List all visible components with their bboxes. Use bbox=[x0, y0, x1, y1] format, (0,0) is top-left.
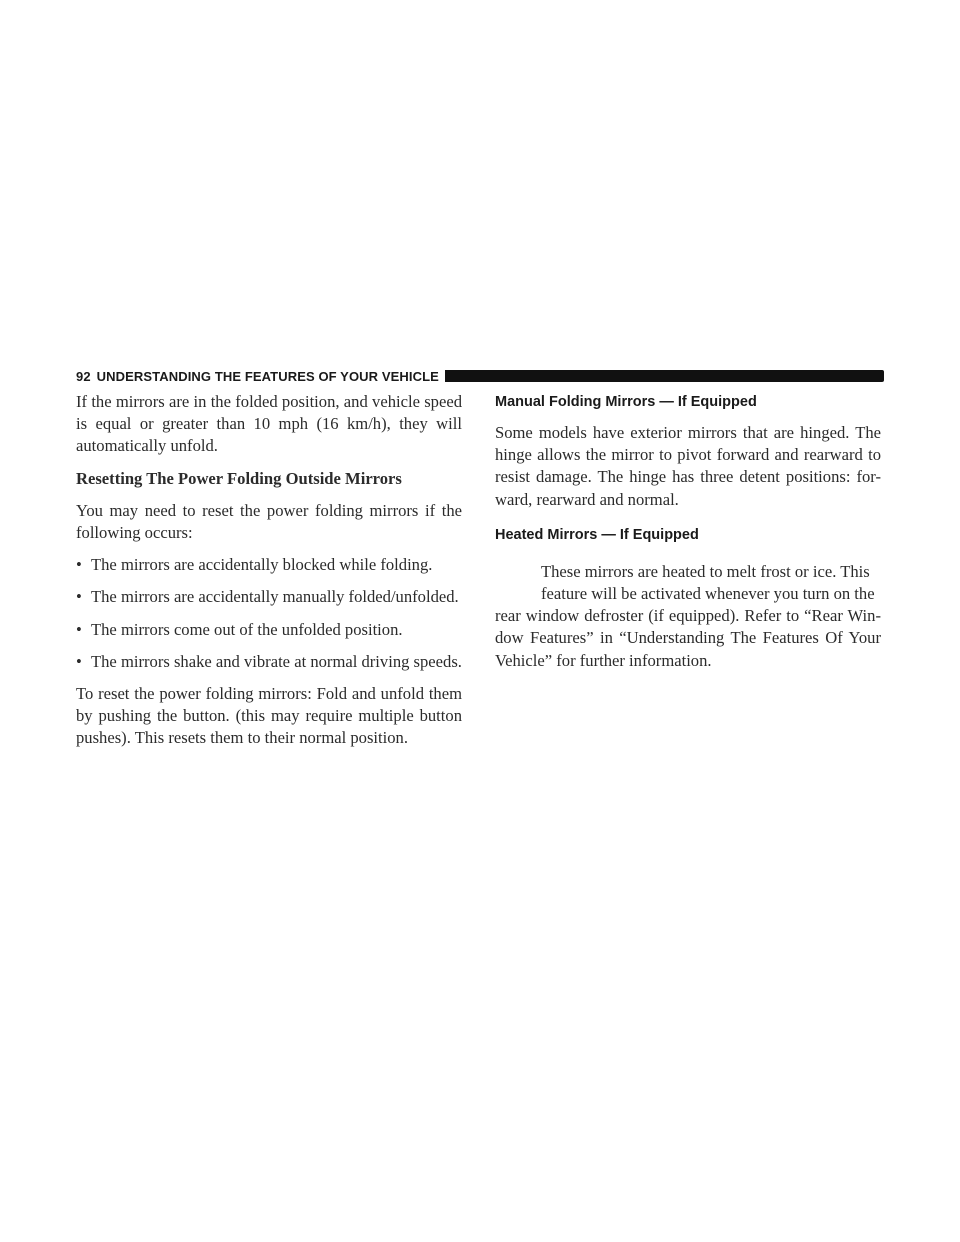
bullet-icon: • bbox=[76, 619, 82, 639]
resetting-subheading: Resetting The Power Folding Outside Mirrors bbox=[76, 468, 402, 488]
intro-paragraph: If the mirrors are in the folded position, and vehicle speed is equal or greater than 10 mph (16 km/h), they will automatically unfold. bbox=[76, 392, 462, 456]
right-column bbox=[495, 391, 881, 682]
manual-folding-paragraph: Some models have exterior mirrors that are hinged. The hinge allows the mirror to pivot forward and rearward to resist damage. The hinge has three detent positions: for-ward, rearward and normal. bbox=[495, 423, 881, 509]
heated-line-2: feature will be activated whenever you turn on the bbox=[541, 584, 875, 604]
bullet-icon: • bbox=[76, 651, 82, 671]
reset-instructions-paragraph: To reset the power folding mirrors: Fold and unfold them by pushing the button. (this may require multiple button pushes). This resets them to their normal position. bbox=[76, 684, 462, 748]
heated-mirrors-heading: Heated Mirrors — If Equipped bbox=[495, 526, 699, 543]
list-item bbox=[76, 651, 462, 673]
list-item-text: The mirrors shake and vibrate at normal driving speeds. bbox=[91, 651, 462, 671]
heated-mirrors-paragraph bbox=[495, 561, 881, 672]
list-item-text: The mirrors are accidentally manually folded/unfolded. bbox=[91, 587, 459, 607]
list-item-text: The mirrors are accidentally blocked while folding. bbox=[91, 555, 433, 575]
bullet-icon: • bbox=[76, 555, 82, 575]
page-number: 92 bbox=[76, 368, 91, 384]
list-item bbox=[76, 619, 462, 641]
conditions-list bbox=[76, 554, 462, 673]
list-item bbox=[76, 554, 462, 576]
chapter-title: UNDERSTANDING THE FEATURES OF YOUR VEHICLE bbox=[96, 368, 439, 384]
list-item-text: The mirrors come out of the unfolded position. bbox=[91, 619, 403, 639]
manual-folding-heading: Manual Folding Mirrors — If Equipped bbox=[495, 394, 757, 410]
header-rule bbox=[445, 370, 884, 382]
bullet-icon: • bbox=[76, 587, 82, 607]
left-column bbox=[76, 391, 462, 760]
lead-in-paragraph: You may need to reset the power folding mirrors if the following occurs: bbox=[76, 500, 462, 543]
list-item bbox=[76, 586, 462, 608]
page-header bbox=[76, 366, 884, 386]
heated-line-1: These mirrors are heated to melt frost or ice. This bbox=[541, 561, 870, 581]
heated-rest: rear window defroster (if equipped). Refer to “Rear Win-dow Features” in “Understanding The Features Of Your Vehicle” for further information. bbox=[495, 606, 881, 670]
